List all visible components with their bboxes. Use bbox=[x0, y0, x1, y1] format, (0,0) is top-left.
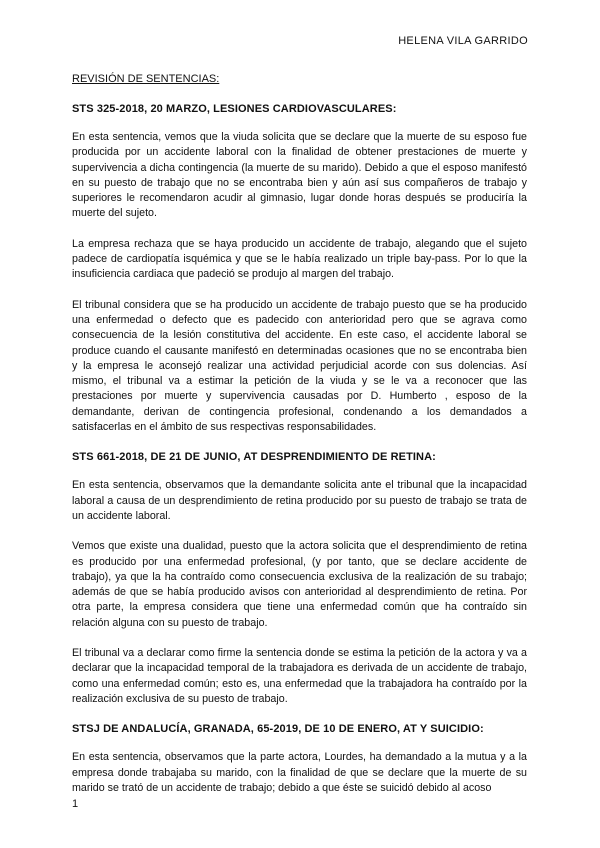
case-paragraph: En esta sentencia, observamos que la demandante solicita ante el tribunal que la incapacidad laboral a causa de un desprendimiento de retina producido por su puesto de trabajo se trata de un accidente laboral. bbox=[72, 479, 527, 522]
case-title: STS 661-2018, DE 21 DE JUNIO, AT DESPRENDIMIENTO DE RETINA: bbox=[72, 451, 436, 464]
case-paragraph: El tribunal considera que se ha producido un accidente de trabajo puesto que se ha producido una enfermedad o defecto que es padecido con anterioridad pero que se agrava como consecuencia de la lesión constitutiva del accidente. En este caso, el accidente laboral se produce cuando el causante manifestó en determinadas ocasiones que no se encontraba bien y la empresa le aconsejó realizar una actividad perjudicial acorde con sus dolencias. Así mismo, el tribunal va a estimar la petición de la viuda y se le va a reconocer que las prestaciones por muerte y supervivencia causadas por D. Humberto , esposo de la demandante, derivan de contingencia profesional, condenando a los demandados a satisfacerlas en el ámbito de sus respectivas responsabilidades. bbox=[72, 298, 527, 434]
section-label: REVISIÓN DE SENTENCIAS: bbox=[72, 73, 220, 85]
case-title: STS 325-2018, 20 MARZO, LESIONES CARDIOVASCULARES: bbox=[72, 103, 397, 115]
case-paragraph: En esta sentencia, observamos que la parte actora, Lourdes, ha demandado a la mutua y a la empresa donde trabajaba su marido, con la finalidad de que se declare que la muerte de su marido se trató de un accidente de trabajo; debido a que éste se suicidó debido al acoso bbox=[72, 751, 527, 794]
case-title: STSJ DE ANDALUCÍA, GRANADA, 65-2019, DE 10 DE ENERO, AT Y SUICIDIO: bbox=[72, 723, 484, 736]
case-paragraph: Vemos que existe una dualidad, puesto que la actora solicita que el desprendimiento de retina es producido por una enfermedad profesional, (y por tanto, que se declare accidente de trabajo), ya que la ha contraído como consecuencia exclusiva de la realización de su trabajo; además de que se había producido avisos con anterioridad al desprendimiento de retina. Por otra parte, la empresa considera que tiene una enfermedad común que ha contraído sin relación alguna con su puesto de trabajo. bbox=[72, 540, 527, 629]
author-header: HELENA VILA GARRIDO bbox=[398, 35, 528, 47]
case-section bbox=[72, 450, 527, 707]
case-section bbox=[72, 102, 527, 435]
case-paragraph: En esta sentencia, vemos que la viuda solicita que se declare que la muerte de su esposo fue producida por un accidente laboral con la finalidad de obtener prestaciones de muerte y supervivencia a dicha contingencia (la muerte de su marido). Debido a que el esposo manifestó en su puesto de trabajo que no se encontraba bien y aún así sus compañeros de trabajo y superiores le recomendaron acudir al gimnasio, lugar donde horas después se produciría la muerte del sujeto. bbox=[72, 131, 527, 220]
document-body bbox=[72, 72, 527, 811]
case-paragraph: El tribunal va a declarar como firme la sentencia donde se estima la petición de la actora y va a declarar que la incapacidad temporal de la trabajadora es derivada de un accidente de trabajo, como una enfermedad común; esto es, una enfermedad que la trabajadora ha contraído por la realización exclusiva de su puesto de trabajo. bbox=[72, 647, 527, 705]
case-section bbox=[72, 722, 527, 796]
page-number: 1 bbox=[72, 798, 79, 810]
case-paragraph: La empresa rechaza que se haya producido un accidente de trabajo, alegando que el sujeto padece de cardiopatía isquémica y que se le había realizado un triple bay-pass. Por lo que la insuficiencia cardiaca que padeció se produjo al margen del trabajo. bbox=[72, 237, 527, 281]
